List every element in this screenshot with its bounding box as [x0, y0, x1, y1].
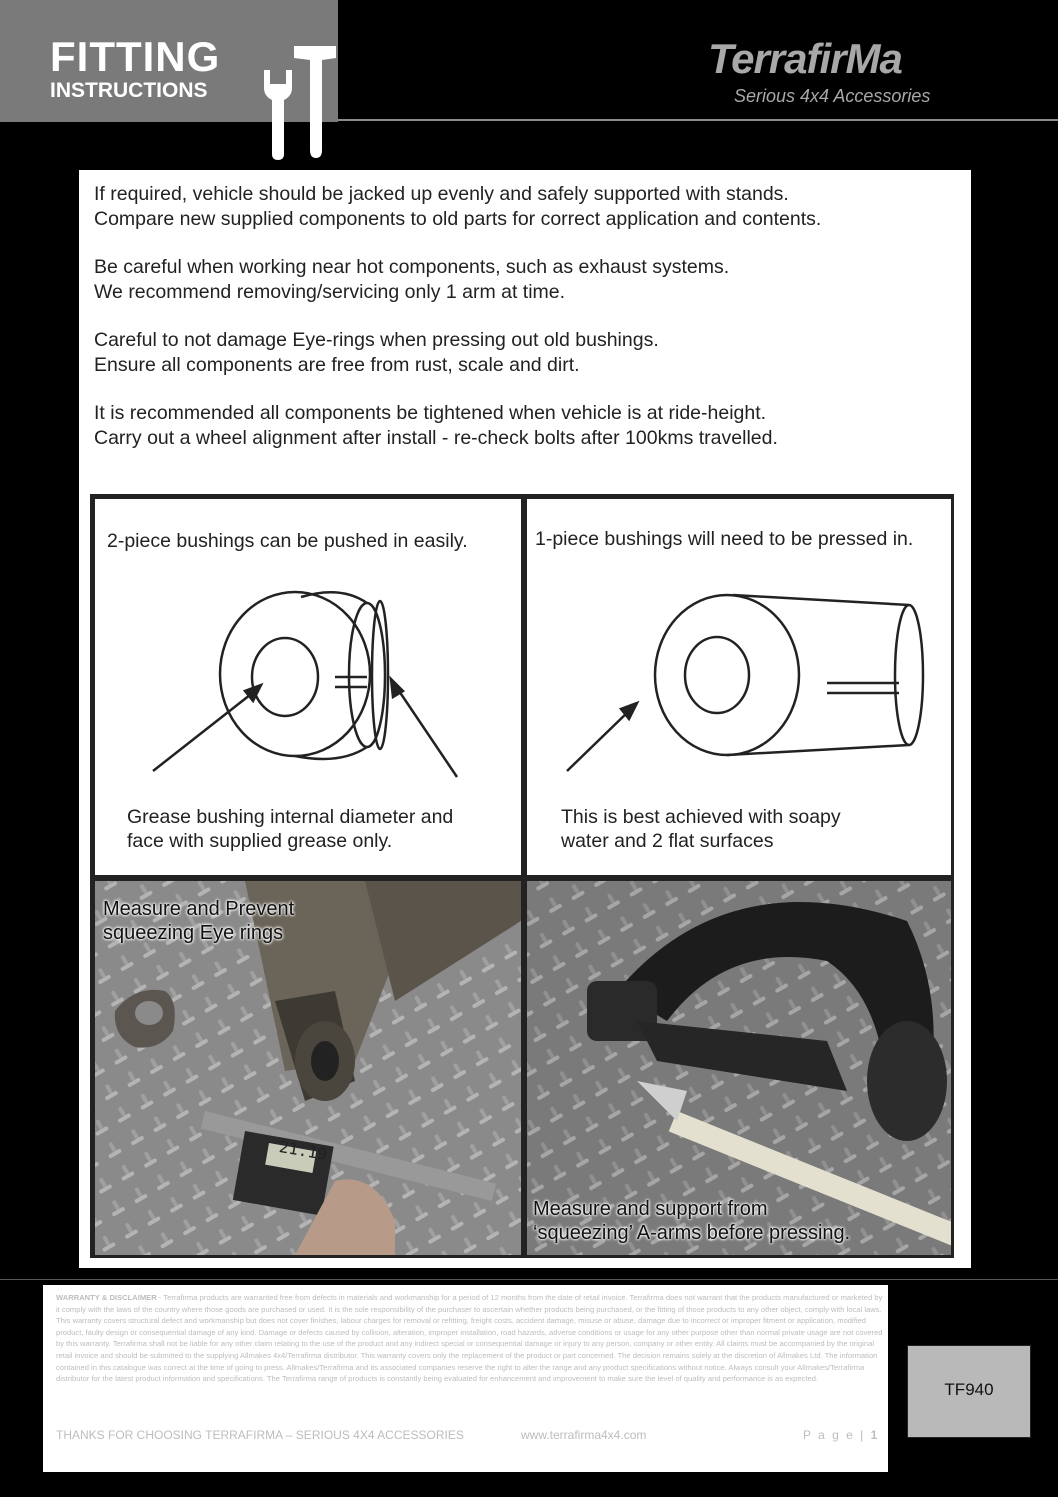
thanks-text: THANKS FOR CHOOSING TERRAFIRMA – SERIOUS 4X4 ACCESSORIES: [56, 1428, 464, 1442]
disclaimer-label: WARRANTY & DISCLAIMER: [56, 1293, 157, 1302]
caption-line: Measure and support from: [533, 1198, 768, 1220]
panel-one-piece-bushing: [527, 499, 951, 875]
panel-caption: 2-piece bushings can be pushed in easily.: [107, 530, 468, 552]
brand-logo: TerrafirMa: [708, 35, 902, 82]
two-piece-bushing-diagram: [95, 499, 521, 799]
warranty-disclaimer: [56, 1292, 886, 1385]
instruction-line: Ensure all components are free from rust, scale and dirt.: [94, 354, 580, 376]
photo-measure-eye-rings: [95, 881, 521, 1255]
page-number: 1: [870, 1428, 880, 1442]
disclaimer-text: - Terrafirma products are warranted free from defects in materials and workmanship for a period of 12 months from the date of retail invoice. Terrafirma does not warrant that the products manufactured or marketed by it comply with the laws of the country where those goods are purchased or used. It is the sole responsibility of the purchaser to ascertain whether products being purchased, or the fitting of those products to any other object, comply with local laws. This warranty covers structural defect and workmanship but does not cover finishes, labour charges for removal or refitting, freight costs, accident damage, misuse or abuse, damage due to incorrect or improper fitment or application, modified product, faulty design or consequential damage of any kind. Damage or defects caused by collision, alteration, improper installation, road hazards, adverse conditions or usage for any other purpose other than normal private usage are not covered by this warranty. Terrafirma shall not be liable for any other claim relating to the use of the product and any indirect special or consequential damage or injury to any person, company or other entity. All claims must be accompanied by the original retail invoice and should be submitted to the supplying Allmakes 4x4/Terrafirma distributor. This warranty covers only the replacement of the product or part concerned. The decision remains solely at the discretion of Allmakes Ltd. The information contained in this catalogue was correct at the time of going to press. Allmakes/Terrafirma and its associated companies reserve the right to alter the range and any product specifications without notice. Always consult your Allmakes/Terrafirma distributor for the latest product information and specifications. The Terrafirma range of products is constantly being evaluated for enhancement and improvement to make sure the level of quality and performance is as expected.: [56, 1293, 883, 1384]
instruction-line: We recommend removing/servicing only 1 arm at time.: [94, 281, 566, 303]
instruction-line: Careful to not damage Eye-rings when pressing out old bushings.: [94, 329, 659, 351]
panel-caption: [561, 805, 921, 853]
caliper-reading: 21.19: [277, 1136, 329, 1165]
instruction-line: Be careful when working near hot components, such as exhaust systems.: [94, 256, 730, 278]
footer: [43, 1285, 888, 1472]
panel-caption: [127, 805, 517, 853]
instruction-line: Compare new supplied components to old parts for correct application and contents.: [94, 208, 822, 230]
header-rule: [338, 119, 1058, 121]
caption-line: ‘squeezing’ A-arms before pressing.: [533, 1222, 851, 1244]
part-number: TF940: [944, 1380, 994, 1399]
instructions-sheet: [79, 170, 971, 1268]
instruction-line: If required, vehicle should be jacked up evenly and safely supported with stands.: [94, 183, 789, 205]
wrench-hammer-icon: [256, 38, 340, 160]
instruction-line: It is recommended all components be tightened when vehicle is at ride-height.: [94, 402, 767, 424]
header-subtitle: INSTRUCTIONS: [50, 79, 208, 102]
brand-tagline: Serious 4x4 Accessories: [734, 86, 931, 106]
footer-rule: [0, 1279, 1058, 1280]
photo-caption: [533, 1197, 850, 1245]
website-link[interactable]: www.terrafirma4x4.com: [521, 1428, 647, 1442]
header-title: FITTING: [50, 33, 221, 80]
caption-line: Grease bushing internal diameter and: [127, 806, 454, 828]
photo-measure-a-arm: [527, 881, 951, 1255]
part-number-box: [907, 1345, 1031, 1438]
caption-line: squeezing Eye rings: [103, 922, 284, 944]
caption-line: Measure and Prevent: [103, 898, 295, 920]
panel-two-piece-bushing: [95, 499, 521, 875]
caption-line: This is best achieved with soapy: [561, 806, 841, 828]
caption-line: face with supplied grease only.: [127, 830, 393, 852]
photo-caption: [103, 897, 294, 945]
page-indicator: [803, 1428, 879, 1442]
page-label: P a g e |: [803, 1428, 871, 1442]
instruction-panels: [90, 494, 954, 1258]
panel-caption: 1-piece bushings will need to be pressed in.: [535, 528, 914, 550]
one-piece-bushing-diagram: [527, 499, 951, 799]
instruction-line: Carry out a wheel alignment after install - re-check bolts after 100kms travelled.: [94, 427, 778, 449]
caption-line: water and 2 flat surfaces: [561, 830, 774, 852]
general-instructions: [94, 182, 954, 474]
